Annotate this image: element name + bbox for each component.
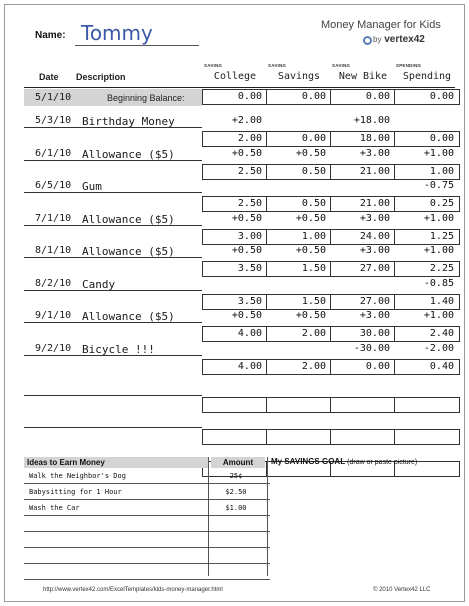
savings-goal-title — [271, 457, 417, 466]
transaction-change[interactable]: -2.00 — [423, 342, 454, 354]
transaction-change[interactable]: -30.00 — [353, 342, 390, 354]
running-balance-cell[interactable]: 0.00 — [330, 359, 396, 375]
beginning-balance-cell[interactable]: 0.00 — [202, 89, 268, 105]
account-tag-2: SAVING — [332, 63, 351, 68]
name-value[interactable]: Tommy — [81, 21, 153, 45]
transaction-date[interactable]: 8/1/10 — [35, 245, 72, 256]
transaction-date[interactable]: 8/2/10 — [35, 277, 72, 289]
name-underline — [75, 45, 199, 46]
goal-title: My SAVINGS GOAL — [271, 457, 345, 466]
running-balance-cell[interactable]: 0.50 — [266, 196, 332, 212]
ideas-header: Ideas to Earn Money — [24, 457, 209, 468]
transaction-change[interactable]: +0.50 — [231, 212, 262, 224]
brand-logo — [373, 34, 425, 45]
idea-amount[interactable]: $1.00 — [225, 504, 247, 512]
sheet-title: Money Manager for Kids — [321, 19, 441, 31]
transaction-change[interactable]: -0.75 — [423, 180, 454, 191]
brand-name: vertex42 — [384, 34, 425, 45]
idea-item[interactable]: Walk the Neighbor's Dog — [29, 472, 126, 480]
transaction-change[interactable]: +0.50 — [231, 310, 262, 321]
running-balance-cell[interactable]: 2.00 — [202, 131, 268, 147]
transaction-change[interactable]: +1.00 — [423, 310, 454, 321]
transaction-description[interactable]: Allowance ($5) — [82, 310, 175, 323]
transaction-change[interactable]: +1.00 — [423, 212, 454, 224]
idea-amount[interactable]: $2.50 — [225, 488, 247, 496]
running-balance-cell[interactable]: 24.00 — [330, 229, 396, 245]
transaction-description[interactable]: Allowance ($5) — [82, 245, 175, 258]
idea-row-line — [24, 579, 270, 580]
transaction-change[interactable]: +3.00 — [359, 147, 390, 159]
extra-line-2 — [24, 427, 202, 428]
running-balance-cell[interactable]: 3.50 — [202, 294, 268, 310]
empty-balance-cell[interactable] — [330, 429, 396, 445]
idea-item[interactable]: Wash the Car — [29, 504, 80, 512]
running-balance-cell[interactable]: 2.25 — [394, 261, 460, 277]
transaction-change[interactable]: +0.50 — [295, 245, 326, 256]
empty-balance-cell[interactable] — [394, 429, 460, 445]
footer-url[interactable]: http://www.vertex42.com/ExcelTemplates/kids-money-manager.html — [43, 587, 223, 593]
goal-note: (draw or paste picture) — [347, 459, 418, 466]
idea-row-line — [24, 547, 270, 548]
running-balance-cell[interactable]: 30.00 — [330, 326, 396, 342]
running-balance-cell[interactable]: 27.00 — [330, 261, 396, 277]
transaction-change[interactable]: +0.50 — [231, 245, 262, 256]
idea-row-line — [24, 499, 270, 500]
footer-copyright: © 2010 Vertex42 LLC — [373, 587, 431, 593]
transaction-underline — [24, 160, 202, 161]
transaction-description[interactable]: Allowance ($5) — [82, 147, 175, 161]
empty-balance-cell[interactable] — [394, 397, 460, 413]
running-balance-cell[interactable]: 3.00 — [202, 229, 268, 245]
worksheet-page — [4, 4, 465, 602]
running-balance-cell[interactable]: 1.50 — [266, 294, 332, 310]
running-balance-cell[interactable]: 4.00 — [202, 359, 268, 375]
name-label: Name: — [35, 30, 66, 41]
transaction-description[interactable]: Birthday Money — [82, 115, 175, 128]
running-balance-cell[interactable]: 2.50 — [202, 164, 268, 180]
transaction-underline — [24, 355, 202, 356]
transaction-underline — [24, 257, 202, 258]
beginning-date: 5/1/10 — [35, 92, 72, 103]
transaction-underline — [24, 192, 202, 193]
running-balance-cell[interactable]: 0.40 — [394, 359, 460, 375]
running-balance-cell[interactable]: 2.50 — [202, 196, 268, 212]
idea-row-line — [24, 515, 270, 516]
transaction-change[interactable]: +3.00 — [359, 310, 390, 321]
running-balance-cell[interactable]: 1.25 — [394, 229, 460, 245]
empty-balance-cell[interactable] — [330, 397, 396, 413]
empty-balance-cell[interactable] — [202, 397, 268, 413]
transaction-date[interactable]: 7/1/10 — [35, 212, 72, 224]
account-tag-0: SAVING — [204, 63, 223, 68]
transaction-change[interactable]: +18.00 — [353, 115, 390, 126]
running-balance-cell[interactable]: 18.00 — [330, 131, 396, 147]
transaction-underline — [24, 290, 202, 291]
transaction-underline — [24, 127, 202, 128]
beginning-balance-cell[interactable]: 0.00 — [330, 89, 396, 105]
empty-balance-cell[interactable] — [266, 397, 332, 413]
running-balance-cell[interactable]: 2.00 — [266, 359, 332, 375]
account-tag-3: SPENDING — [396, 63, 422, 68]
description-column-header: Description — [76, 72, 126, 82]
transaction-date[interactable]: 6/1/10 — [35, 147, 72, 159]
idea-row-line — [24, 483, 270, 484]
transaction-change[interactable]: +0.50 — [231, 147, 262, 159]
transaction-change[interactable]: +1.00 — [423, 245, 454, 256]
running-balance-cell[interactable]: 1.40 — [394, 294, 460, 310]
account-name-2: New Bike — [338, 71, 388, 82]
transaction-change[interactable]: +0.50 — [295, 310, 326, 321]
idea-row-line — [24, 563, 270, 564]
running-balance-cell[interactable]: 0.50 — [266, 164, 332, 180]
transaction-change[interactable]: +0.50 — [295, 212, 326, 224]
transaction-change[interactable]: +0.50 — [295, 147, 326, 159]
transaction-date[interactable]: 9/2/10 — [35, 342, 72, 354]
running-balance-cell[interactable]: 2.40 — [394, 326, 460, 342]
account-name-1: Savings — [277, 71, 321, 82]
running-balance-cell[interactable]: 0.00 — [266, 131, 332, 147]
transaction-underline — [24, 322, 202, 323]
running-balance-cell[interactable]: 4.00 — [202, 326, 268, 342]
empty-balance-cell[interactable] — [202, 429, 268, 445]
transaction-date[interactable]: 6/5/10 — [35, 180, 72, 191]
ideas-amount-divider — [208, 457, 209, 576]
beginning-balance-cell[interactable]: 0.00 — [266, 89, 332, 105]
transaction-date[interactable]: 9/1/10 — [35, 310, 72, 321]
running-balance-cell[interactable]: 27.00 — [330, 294, 396, 310]
transaction-change[interactable]: +1.00 — [423, 147, 454, 159]
header-divider — [24, 87, 455, 88]
running-balance-cell[interactable]: 0.00 — [394, 131, 460, 147]
amount-header: Amount — [211, 457, 265, 468]
running-balance-cell[interactable]: 1.00 — [394, 164, 460, 180]
idea-amount[interactable]: 25¢ — [229, 472, 243, 480]
goal-divider — [267, 457, 268, 576]
transaction-underline — [24, 225, 202, 226]
brand-by: by — [373, 35, 382, 44]
transaction-description[interactable]: Allowance ($5) — [82, 212, 175, 226]
running-balance-cell[interactable]: 3.50 — [202, 261, 268, 277]
extra-line-1 — [24, 395, 202, 396]
transaction-change[interactable]: +3.00 — [359, 212, 390, 224]
running-balance-cell[interactable]: 1.50 — [266, 261, 332, 277]
beginning-balance-label: Beginning Balance: — [107, 93, 185, 103]
running-balance-cell[interactable]: 21.00 — [330, 196, 396, 212]
transaction-change[interactable]: -0.85 — [423, 277, 454, 289]
beginning-balance-cell[interactable]: 0.00 — [394, 89, 460, 105]
running-balance-cell[interactable]: 2.00 — [266, 326, 332, 342]
vertex42-logo-icon — [363, 36, 372, 45]
running-balance-cell[interactable]: 1.00 — [266, 229, 332, 245]
transaction-description[interactable]: Gum — [82, 180, 102, 193]
running-balance-cell[interactable]: 21.00 — [330, 164, 396, 180]
empty-balance-cell[interactable] — [266, 429, 332, 445]
transaction-description[interactable]: Candy — [82, 277, 116, 291]
idea-row-line — [24, 531, 270, 532]
transaction-change[interactable]: +2.00 — [231, 115, 262, 126]
transaction-description[interactable]: Bicycle !!! — [82, 342, 155, 356]
date-column-header: Date — [39, 72, 59, 82]
idea-item[interactable]: Babysitting for 1 Hour — [29, 488, 122, 496]
transaction-change[interactable]: +3.00 — [359, 245, 390, 256]
running-balance-cell[interactable]: 0.25 — [394, 196, 460, 212]
account-name-3: Spending — [402, 71, 452, 82]
account-tag-1: SAVING — [268, 63, 287, 68]
account-name-0: College — [213, 71, 257, 82]
transaction-date[interactable]: 5/3/10 — [35, 115, 72, 126]
